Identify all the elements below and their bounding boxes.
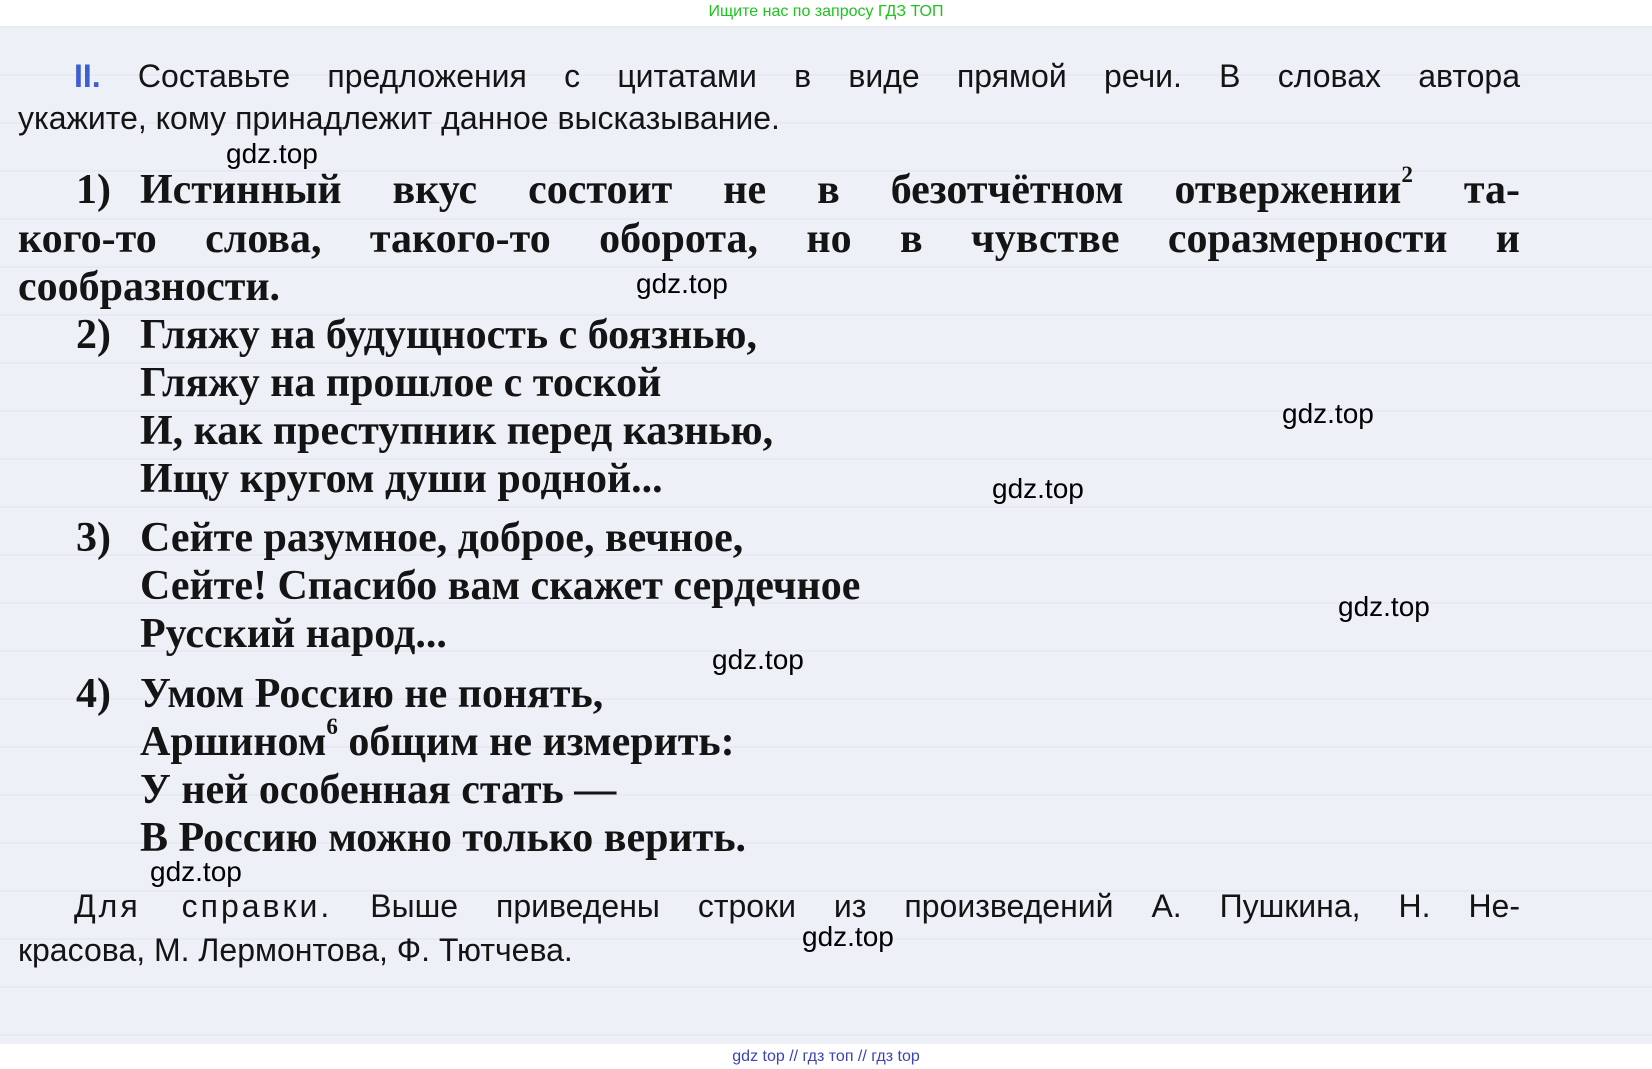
reference-label: Для справки. xyxy=(74,888,333,924)
item-2-verse-line-4: Ищу кругом души родной... xyxy=(140,456,663,502)
task-number: II. xyxy=(74,58,101,94)
watermark: gdz.top xyxy=(226,138,318,169)
item-4-number: 4) xyxy=(76,671,111,717)
textbook-page xyxy=(0,26,1652,1044)
reference-line-2: красова, М. Лермонтова, Ф. Тютчева. xyxy=(18,932,573,968)
item-2-verse-line-3: И, как преступник перед казнью, xyxy=(140,408,774,454)
watermark: gdz.top xyxy=(712,644,804,675)
item-3-verse-line-3: Русский народ... xyxy=(140,611,447,657)
watermark: gdz.top xyxy=(636,268,728,299)
item-1-number: 1) xyxy=(76,167,111,213)
item-1-line-1: Истинный вкус состоит не в безотчётном отвержении$^2$ та- xyxy=(140,161,1520,213)
item-4-verse-line-4: В Россию можно только верить. xyxy=(140,815,747,861)
item-1-line-3: сообразности. xyxy=(18,264,281,310)
item-2-verse-line-1: Гляжу на будущность с боязнью, xyxy=(140,312,757,358)
watermark: gdz.top xyxy=(992,473,1084,504)
item-3-verse-line-2: Сейте! Спасибо вам скажет сердечное xyxy=(140,563,861,609)
item-2-verse-line-2: Гляжу на прошлое с тоской xyxy=(140,360,662,406)
watermark: gdz.top xyxy=(1282,398,1374,429)
item-4-verse-line-1: Умом Россию не понять, xyxy=(140,671,604,717)
bottom-banner: gdz top // гдз топ // гдз top xyxy=(732,1048,920,1065)
watermark: gdz.top xyxy=(150,856,242,887)
watermark: gdz.top xyxy=(1338,591,1430,622)
reference-line-1: Для справки. Выше приведены строки из произведений А. Пушкина, Н. Не- xyxy=(74,888,1521,924)
item-3-number: 3) xyxy=(76,515,111,561)
item-1-line-2: кого-то слова, такого-то оборота, но в чувстве соразмерности и xyxy=(18,216,1520,262)
item-3-verse-line-1: Сейте разумное, доброе, вечное, xyxy=(140,515,744,561)
watermark: gdz.top xyxy=(802,921,894,952)
task-instruction-line-2: укажите, кому принадлежит данное высказывание. xyxy=(18,100,780,136)
item-4-verse-line-2: Аршином$^6$ общим не измерить: xyxy=(140,713,735,765)
item-4-verse-line-3: У ней особенная стать — xyxy=(140,767,617,813)
footnote-6: 6 xyxy=(326,713,338,740)
footnote-2: 2 xyxy=(1401,161,1413,188)
top-banner: Ищите нас по запросу ГДЗ ТОП xyxy=(708,3,944,20)
task-instruction-line-1: II. Составьте предложения с цитатами в виде прямой речи. В словах автора xyxy=(74,58,1521,94)
item-2-number: 2) xyxy=(76,312,111,358)
